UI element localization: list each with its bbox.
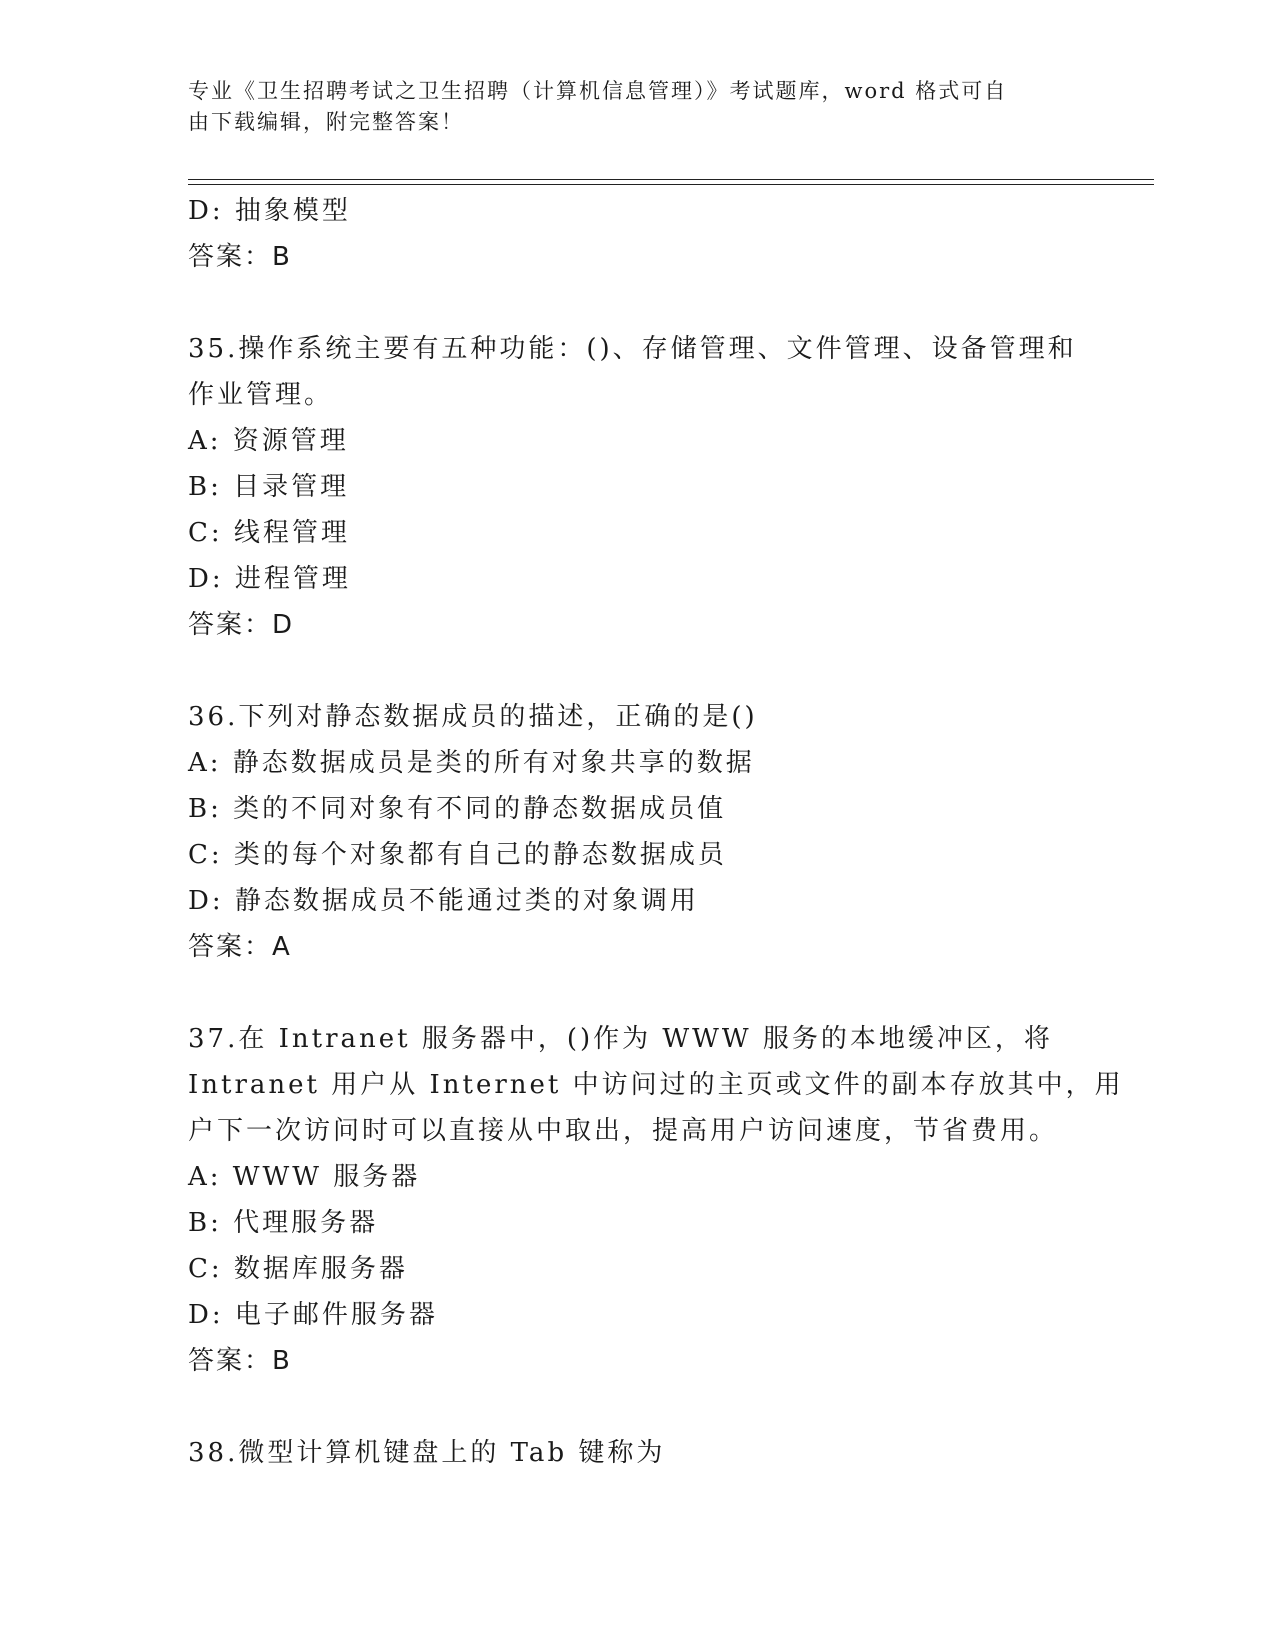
question-stem-line: 户下一次访问时可以直接从中取出，提高用户访问速度，节省费用。 <box>188 1116 1059 1146</box>
question-stem-line: 作业管理。 <box>188 380 334 410</box>
option-a: A: 静态数据成员是类的所有对象共享的数据 <box>188 748 755 778</box>
option-a: A: WWW 服务器 <box>188 1162 421 1192</box>
answer-line: 答案：D <box>188 610 295 640</box>
spacer <box>188 648 1078 694</box>
header-line-2: 由下载编辑，附完整答案！ <box>188 110 464 134</box>
question-36 <box>188 694 1078 970</box>
question-list <box>188 188 1124 1476</box>
option-c: C: 类的每个对象都有自己的静态数据成员 <box>188 840 727 870</box>
question-35 <box>188 326 1078 648</box>
question-stem-line: 37.在 Intranet 服务器中，()作为 WWW 服务的本地缓冲区，将 <box>188 1024 1053 1054</box>
header-line-1: 专业《卫生招聘考试之卫生招聘（计算机信息管理）》考试题库，word 格式可自 <box>188 79 1008 103</box>
question-37 <box>188 1016 1124 1384</box>
question-38 <box>188 1430 1078 1476</box>
document-header <box>188 76 1088 138</box>
header-divider-top <box>188 179 1154 180</box>
spacer <box>188 970 1078 1016</box>
option-b: B: 目录管理 <box>188 472 350 502</box>
header-divider-bottom <box>188 184 1154 185</box>
spacer <box>188 1384 1078 1430</box>
question-stem-line: 36.下列对静态数据成员的描述，正确的是() <box>188 702 758 732</box>
option-a: A: 资源管理 <box>188 426 349 456</box>
option-d: D: 静态数据成员不能通过类的对象调用 <box>188 886 699 916</box>
question-stem-line: Intranet 用户从 Internet 中访问过的主页或文件的副本存放其中，用 <box>188 1070 1124 1100</box>
answer-line: 答案：A <box>188 932 292 962</box>
question-stem-line: 35.操作系统主要有五种功能：()、存储管理、文件管理、设备管理和 <box>188 334 1077 364</box>
prev-option-d: D: 抽象模型 <box>188 196 351 226</box>
option-b: B: 类的不同对象有不同的静态数据成员值 <box>188 794 727 824</box>
prev-answer: 答案：B <box>188 242 292 272</box>
answer-line: 答案：B <box>188 1346 292 1376</box>
option-d: D: 进程管理 <box>188 564 351 594</box>
option-c: C: 数据库服务器 <box>188 1254 408 1284</box>
question-stem-line: 38.微型计算机键盘上的 Tab 键称为 <box>188 1438 666 1468</box>
option-c: C: 线程管理 <box>188 518 350 548</box>
option-d: D: 电子邮件服务器 <box>188 1300 438 1330</box>
option-b: B: 代理服务器 <box>188 1208 379 1238</box>
spacer <box>188 280 1078 326</box>
